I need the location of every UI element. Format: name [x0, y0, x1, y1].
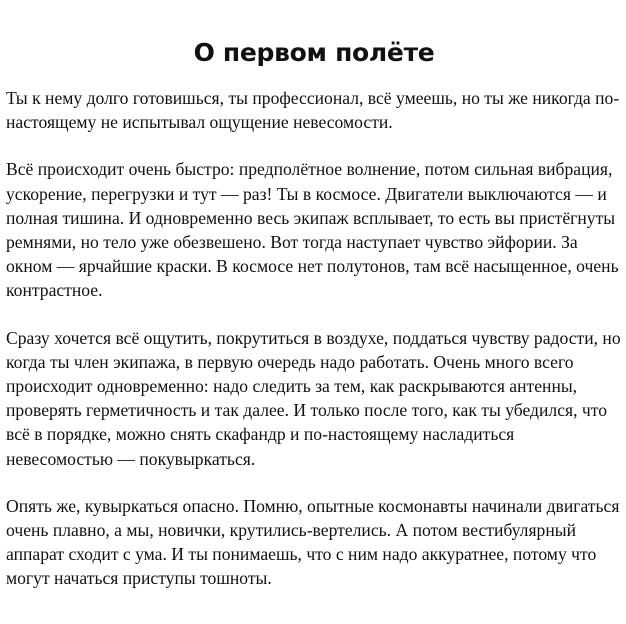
- paragraph-4: Опять же, кувыркаться опасно. Помню, опытные космонавты начинали двигаться очень плавно, а мы, новички, крутились-вертелись. А потом вестибулярный аппарат сходит с ума. И ты понимаешь, что с ним надо аккуратнее, потому что могут начаться приступы тошноты.: [6, 495, 620, 589]
- article: [6, 0, 622, 591]
- paragraph-2: Всё происходит очень быстро: предполётное волнение, потом сильная вибрация, ускорение, перегрузки и тут — раз! Ты в космосе. Двигатели выключаются — и полная тишина. И одновременно весь экипаж всплывает, то есть вы пристёгнуты ремнями, но тело уже обезвешено. Вот тогда наступает чувство эйфории. За окном — ярчайшие краски. В космосе нет полутонов, там всё насыщенное, очень контрастное.: [6, 159, 619, 301]
- paragraph-3: Сразу хочется всё ощутить, покрутиться в воздухе, поддаться чувству радости, но когда ты член экипажа, в первую очередь надо работать. Очень много всего происходит одновременно: надо следить за тем, как раскрываются антенны, проверять герметичность и так далее. И только после того, как ты убедился, что всё в порядке, можно снять скафандр и по-настоящему насладиться невесомостью — покувыркаться.: [6, 327, 621, 469]
- article-title: О первом полёте: [193, 38, 435, 67]
- paragraph-1: Ты к нему долго готовишься, ты профессионал, всё умеешь, но ты же никогда по-настоящему не испытывал ощущение невесомости.: [6, 88, 620, 133]
